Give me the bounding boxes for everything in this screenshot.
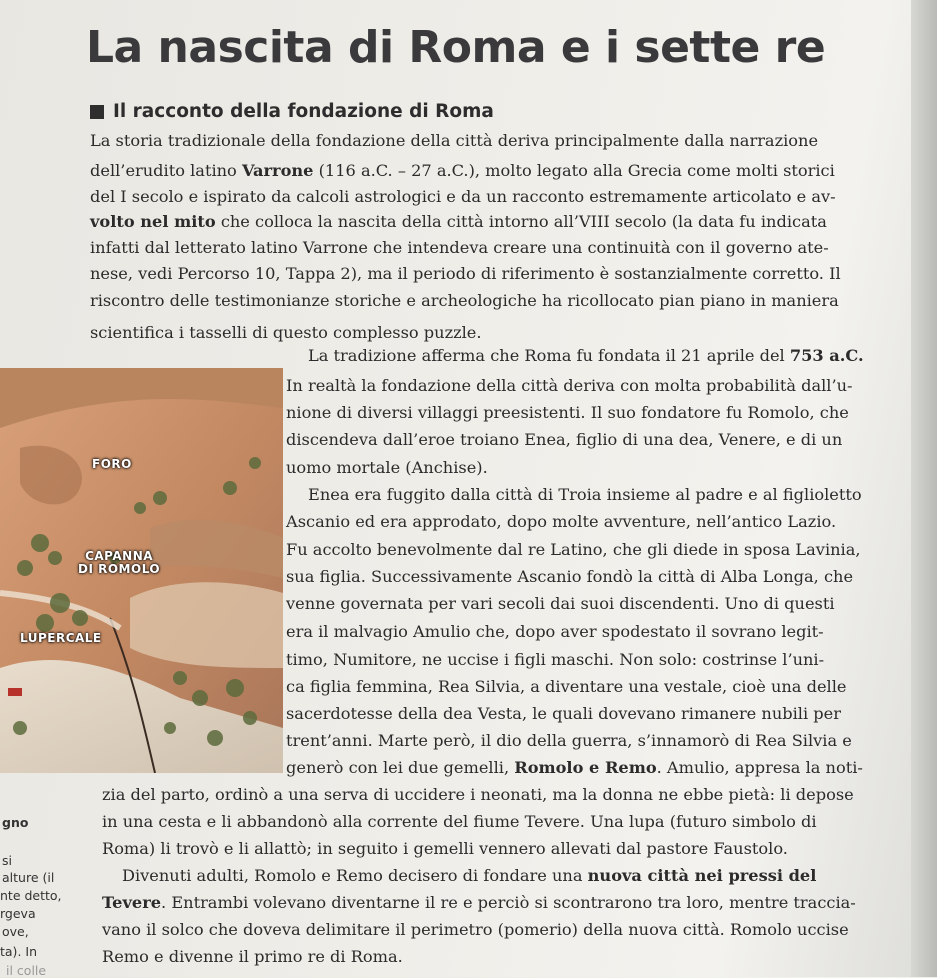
heading-square-icon — [90, 105, 104, 119]
text-run: Divenuti adulti, Romolo e Remo decisero di fondare una — [122, 866, 588, 885]
paragraph-4-line-1 — [122, 868, 816, 884]
paragraph-1-line-4 — [90, 214, 827, 230]
paragraph-3-line-8: ca figlia femmina, Rea Silvia, a diventare una vestale, cioè una delle — [286, 677, 847, 696]
page-title: La nascita di Roma e i sette re — [86, 22, 826, 73]
margin-note: nte detto, — [0, 888, 62, 903]
bold-run: Varrone — [241, 161, 314, 180]
paragraph-1-line-5: infatti dal letterato latino Varrone che intendeva creare una continuità con il governo ate- — [90, 238, 829, 257]
paragraph-3-line-2: Ascanio ed era approdato, dopo molte avventure, nell’antico Lazio. — [286, 512, 837, 531]
paragraph-2-line-4: discendeva dall’eroe troiano Enea, figlio di una dea, Venere, e di un — [286, 430, 843, 449]
margin-note: ta). In — [0, 944, 37, 959]
label-capanna-di-romolo: CAPANNA DI ROMOLO — [78, 549, 161, 576]
paragraph-1-line-8: scientifica i tasselli di questo complesso puzzle. — [90, 323, 482, 342]
paragraph-3-line-10: trent’anni. Marte però, il dio della guerra, s’innamorò di Rea Silvia e — [286, 731, 852, 750]
paragraph-3-line-11 — [286, 760, 863, 776]
page-edge — [911, 0, 937, 977]
paragraph-2-line-5: uomo mortale (Anchise). — [286, 458, 488, 477]
paragraph-2-line-1 — [308, 348, 864, 364]
margin-note: alture (il — [2, 870, 55, 885]
paragraph-1-line-2 — [90, 163, 835, 179]
text-run: . Entrambi volevano diventarne il re e perciò si scontrarono tra loro, mentre traccia- — [161, 893, 856, 912]
paragraph-1-line-3: del I secolo e ispirato da calcoli astrologici e da un racconto estremamente articolato e av- — [90, 187, 836, 206]
paragraph-2-line-3: nione di diversi villaggi preesistenti. Il suo fondatore fu Romolo, che — [286, 403, 849, 422]
paragraph-3-line-6: era il malvagio Amulio che, dopo aver spodestato il sovrano legit- — [286, 622, 824, 641]
paragraph-4-line-3: vano il solco che doveva delimitare il perimetro (pomerio) della nuova città. Romolo uccise — [102, 920, 849, 939]
paragraph-3-line-12: zia del parto, ordinò a una serva di uccidere i neonati, ma la donna ne ebbe pietà: li depose — [102, 785, 854, 804]
paragraph-3-line-5: venne governata per vari secoli dai suoi discendenti. Uno di questi — [286, 594, 835, 613]
text-run: (116 a.C. – 27 a.C.), molto legato alla Grecia come molti storici — [313, 161, 835, 180]
bold-run: 753 a.C. — [789, 346, 864, 365]
paragraph-3-line-9: sacerdotesse della dea Vesta, le quali dovevano rimanere nubili per — [286, 704, 841, 723]
margin-note: rgeva — [0, 906, 36, 921]
bold-run: Romolo e Remo — [514, 758, 657, 777]
paragraph-3-line-4: sua figlia. Successivamente Ascanio fondò la città di Alba Longa, che — [286, 567, 854, 586]
margin-note: gno — [2, 815, 29, 830]
section-heading-text: Il racconto della fondazione di Roma — [113, 101, 494, 122]
paragraph-1-line-7: riscontro delle testimonianze storiche e archeologiche ha ricollocato pian piano in maniera — [90, 291, 839, 310]
text-run: generò con lei due gemelli, — [286, 758, 515, 777]
label-lupercale: LUPERCALE — [20, 631, 102, 645]
margin-note: si — [2, 853, 12, 868]
text-run: . Amulio, appresa la noti- — [656, 758, 863, 777]
paragraph-4-line-2 — [102, 895, 856, 911]
margin-note: ove, — [2, 924, 29, 939]
bold-run: Tevere — [102, 893, 162, 912]
paragraph-3-line-14: Roma) li trovò e li allattò; in seguito i gemelli vennero allevati dal pastore Faustolo. — [102, 839, 788, 858]
paragraph-1-line-6: nese, vedi Percorso 10, Tappa 2), ma il periodo di riferimento è sostanzialmente corretto. Il — [90, 264, 841, 283]
margin-note: il colle — [6, 963, 47, 978]
paragraph-1-line-1: La storia tradizionale della fondazione della città deriva principalmente dalla narrazione — [90, 131, 819, 150]
section-heading — [90, 101, 494, 122]
paragraph-3-line-3: Fu accolto benevolmente dal re Latino, che gli diede in sposa Lavinia, — [286, 540, 861, 559]
text-run: dell’erudito latino — [90, 161, 242, 180]
paragraph-3-line-1: Enea era fuggito dalla città di Troia insieme al padre e al figlioletto — [308, 485, 862, 504]
text-run: La tradizione afferma che Roma fu fondata il 21 aprile del — [308, 346, 790, 365]
paragraph-4-line-4: Remo e divenne il primo re di Roma. — [102, 947, 403, 966]
bold-run: nuova città nei pressi del — [587, 866, 817, 885]
label-foro: FORO — [92, 457, 132, 471]
paragraph-3-line-7: timo, Numitore, ne uccise i figli maschi. Non solo: costrinse l’uni- — [286, 650, 825, 669]
palatine-model-photo — [0, 368, 283, 773]
paragraph-2-line-2: In realtà la fondazione della città deriva con molta probabilità dall’u- — [286, 376, 853, 395]
text-run: che colloca la nascita della città intorno all’VIII secolo (la data fu indicata — [215, 212, 827, 231]
bold-run: volto nel mito — [90, 212, 216, 231]
paragraph-3-line-13: in una cesta e li abbandonò alla corrente del fiume Tevere. Una lupa (futuro simbolo di — [102, 812, 817, 831]
